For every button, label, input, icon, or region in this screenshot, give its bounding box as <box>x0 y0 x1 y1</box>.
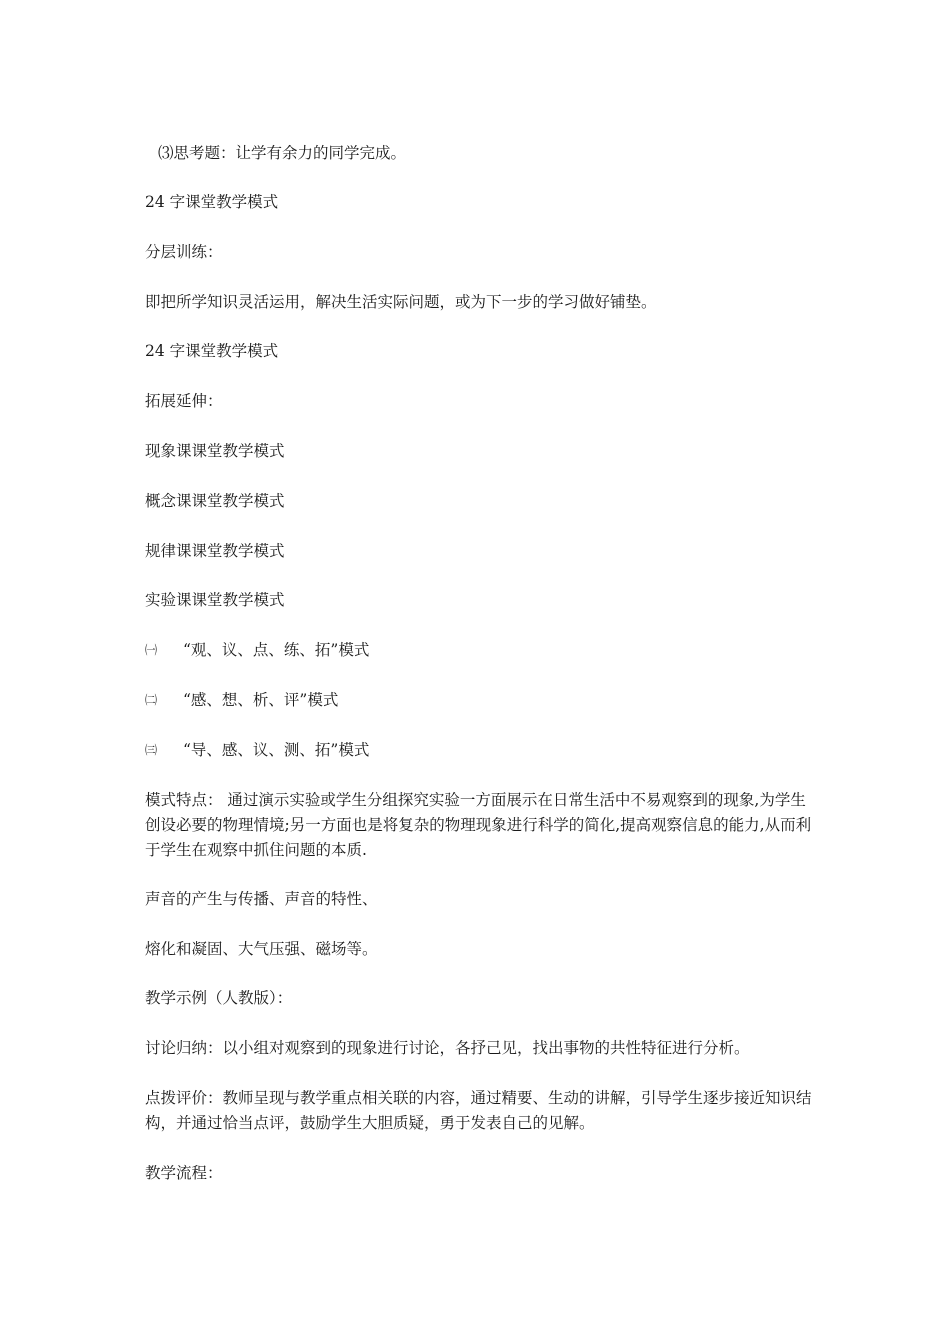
mode-item-2-text: “感、想、析、评”模式 <box>183 691 339 709</box>
concept-class-mode: 概念课课堂教学模式 <box>145 492 285 510</box>
law-class-mode: 规律课课堂教学模式 <box>145 542 285 560</box>
teaching-example-heading: 教学示例（人教版）： <box>145 989 293 1007</box>
discussion-paragraph: 讨论归纳：以小组对观察到的现象进行讨论，各抒己见，找出事物的共性特征进行分析。 <box>145 1039 750 1057</box>
mode-heading-24-char: 24 字课堂教学模式 <box>145 193 279 211</box>
mode-item-1-marker: ㈠ <box>145 643 158 657</box>
layered-training-heading: 分层训练： <box>145 243 223 261</box>
examples-line-1: 声音的产生与传播、声音的特性、 <box>145 890 378 908</box>
mode-item-1-text: “观、议、点、练、拓”模式 <box>183 641 370 659</box>
layered-training-text: 即把所学知识灵活运用，解决生活实际问题，或为下一步的学习做好铺垫。 <box>145 293 657 311</box>
mode-item-3-marker: ㈢ <box>145 743 158 757</box>
phenomenon-class-mode: 现象课课堂教学模式 <box>145 442 285 460</box>
mode-item-3 <box>145 738 815 763</box>
experiment-class-mode: 实验课课堂教学模式 <box>145 591 285 609</box>
teaching-flow-heading: 教学流程： <box>145 1164 223 1182</box>
mode-item-2 <box>145 688 815 713</box>
mode-item-1 <box>145 638 815 663</box>
mode-features-paragraph: 模式特点： 通过演示实验或学生分组探究实验一方面展示在日常生活中不易观察到的现象,为学生创设必要的物理情境;另一方面也是将复杂的物理现象进行科学的简化,提高观察信息的能力,从而利于学生在观察中抓住问题的本质. <box>145 791 812 859</box>
examples-line-2: 熔化和凝固、大气压强、磁场等。 <box>145 940 378 958</box>
extension-heading: 拓展延伸： <box>145 392 223 410</box>
mode-item-2-marker: ㈡ <box>145 693 158 707</box>
thinking-question-line: ⑶思考题：让学有余力的同学完成。 <box>158 144 407 162</box>
mode-heading-24-char-2: 24 字课堂教学模式 <box>145 342 279 360</box>
mode-item-3-text: “导、感、议、测、拓”模式 <box>183 741 370 759</box>
guidance-paragraph: 点拨评价：教师呈现与教学重点相关联的内容，通过精要、生动的讲解，引导学生逐步接近知识结构，并通过恰当点评，鼓励学生大胆质疑，勇于发表自己的见解。 <box>145 1089 812 1132</box>
